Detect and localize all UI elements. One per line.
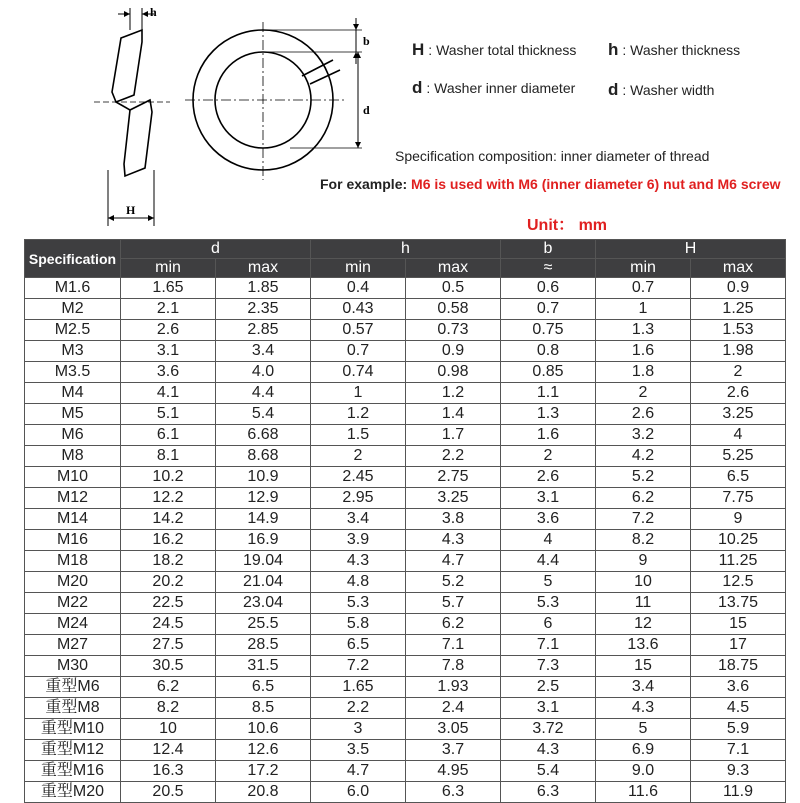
table-row (25, 677, 786, 698)
value-cell: 6.68 (216, 425, 311, 446)
dim-label-d: d (363, 103, 370, 117)
value-cell: 4.3 (596, 698, 691, 719)
spec-cell: 重型M16 (25, 761, 121, 782)
value-cell: 6.5 (311, 635, 406, 656)
value-cell: 10.9 (216, 467, 311, 488)
spec-cell: M10 (25, 467, 121, 488)
table-row (25, 656, 786, 677)
value-cell: 2.6 (691, 383, 786, 404)
legend-symbol: H (412, 40, 425, 59)
value-cell: 3.4 (216, 341, 311, 362)
example-note: For example: M6 is used with M6 (inner diameter 6) nut and M6 screw (320, 176, 781, 192)
value-cell: 8.68 (216, 446, 311, 467)
value-cell: 5.3 (501, 593, 596, 614)
header-group-H: H (596, 240, 786, 259)
value-cell: 5 (596, 719, 691, 740)
value-cell: 3.1 (121, 341, 216, 362)
value-cell: 8.1 (121, 446, 216, 467)
table-row (25, 467, 786, 488)
value-cell: 2.35 (216, 299, 311, 320)
value-cell: 3.72 (501, 719, 596, 740)
value-cell: 9.0 (596, 761, 691, 782)
legend-text: Washer width (630, 82, 715, 98)
value-cell: 2 (501, 446, 596, 467)
value-cell: 3.25 (691, 404, 786, 425)
value-cell: 11 (596, 593, 691, 614)
value-cell: 12 (596, 614, 691, 635)
spec-table (24, 239, 786, 803)
value-cell: 4.1 (121, 383, 216, 404)
value-cell: 0.57 (311, 320, 406, 341)
table-row (25, 593, 786, 614)
spec-cell: M6 (25, 425, 121, 446)
value-cell: 1.65 (121, 278, 216, 299)
header-group-d: d (121, 240, 311, 259)
spec-cell: M12 (25, 488, 121, 509)
value-cell: 5.4 (216, 404, 311, 425)
subheader: max (691, 259, 786, 278)
value-cell: 0.58 (406, 299, 501, 320)
value-cell: 4 (691, 425, 786, 446)
table-row (25, 425, 786, 446)
spec-cell: M16 (25, 530, 121, 551)
table-row (25, 446, 786, 467)
value-cell: 1.1 (501, 383, 596, 404)
value-cell: 12.2 (121, 488, 216, 509)
value-cell: 16.9 (216, 530, 311, 551)
value-cell: 4.2 (596, 446, 691, 467)
value-cell: 15 (691, 614, 786, 635)
value-cell: 10.25 (691, 530, 786, 551)
subheader: min (311, 259, 406, 278)
value-cell: 7.2 (596, 509, 691, 530)
value-cell: 7.3 (501, 656, 596, 677)
spec-cell: M24 (25, 614, 121, 635)
value-cell: 25.5 (216, 614, 311, 635)
value-cell: 20.2 (121, 572, 216, 593)
value-cell: 27.5 (121, 635, 216, 656)
spec-cell: 重型M10 (25, 719, 121, 740)
value-cell: 11.6 (596, 782, 691, 803)
value-cell: 18.75 (691, 656, 786, 677)
spec-cell: M1.6 (25, 278, 121, 299)
value-cell: 1.3 (501, 404, 596, 425)
value-cell: 19.04 (216, 551, 311, 572)
value-cell: 6.0 (311, 782, 406, 803)
value-cell: 4.3 (406, 530, 501, 551)
value-cell: 5.3 (311, 593, 406, 614)
value-cell: 13.6 (596, 635, 691, 656)
table-row (25, 719, 786, 740)
header-specification: Specification (25, 240, 121, 278)
value-cell: 1.93 (406, 677, 501, 698)
value-cell: 0.74 (311, 362, 406, 383)
value-cell: 6.3 (406, 782, 501, 803)
value-cell: 7.1 (406, 635, 501, 656)
value-cell: 17 (691, 635, 786, 656)
value-cell: 3.4 (596, 677, 691, 698)
value-cell: 5.9 (691, 719, 786, 740)
value-cell: 20.8 (216, 782, 311, 803)
value-cell: 4 (501, 530, 596, 551)
value-cell: 3.6 (501, 509, 596, 530)
table-row (25, 299, 786, 320)
value-cell: 4.4 (501, 551, 596, 572)
value-cell: 0.6 (501, 278, 596, 299)
value-cell: 0.7 (596, 278, 691, 299)
table-row (25, 362, 786, 383)
value-cell: 5.7 (406, 593, 501, 614)
legend-text: Washer inner diameter (434, 80, 576, 96)
value-cell: 1.8 (596, 362, 691, 383)
value-cell: 1.3 (596, 320, 691, 341)
value-cell: 1.25 (691, 299, 786, 320)
value-cell: 2.1 (121, 299, 216, 320)
value-cell: 9 (596, 551, 691, 572)
washer-diagram (90, 0, 410, 235)
value-cell: 0.9 (691, 278, 786, 299)
legend-total-thickness: H : Washer total thickness (412, 40, 577, 59)
value-cell: 24.5 (121, 614, 216, 635)
table-row (25, 509, 786, 530)
value-cell: 0.4 (311, 278, 406, 299)
value-cell: 0.9 (406, 341, 501, 362)
value-cell: 2.6 (596, 404, 691, 425)
value-cell: 12.9 (216, 488, 311, 509)
value-cell: 15 (596, 656, 691, 677)
value-cell: 5.4 (501, 761, 596, 782)
value-cell: 1 (596, 299, 691, 320)
value-cell: 11.9 (691, 782, 786, 803)
subheader: min (121, 259, 216, 278)
spec-cell: M3 (25, 341, 121, 362)
value-cell: 1.6 (501, 425, 596, 446)
dim-label-H: H (126, 203, 136, 217)
value-cell: 1.85 (216, 278, 311, 299)
value-cell: 2.2 (311, 698, 406, 719)
value-cell: 0.98 (406, 362, 501, 383)
value-cell: 0.7 (311, 341, 406, 362)
value-cell: 0.5 (406, 278, 501, 299)
spec-cell: M27 (25, 635, 121, 656)
value-cell: 8.5 (216, 698, 311, 719)
value-cell: 17.2 (216, 761, 311, 782)
side-view-lower (124, 100, 152, 176)
value-cell: 21.04 (216, 572, 311, 593)
legend-washer-thickness: h : Washer thickness (608, 40, 741, 59)
value-cell: 2 (691, 362, 786, 383)
value-cell: 7.1 (501, 635, 596, 656)
value-cell: 5.25 (691, 446, 786, 467)
spec-cell: 重型M12 (25, 740, 121, 761)
header-group-h: h (311, 240, 501, 259)
value-cell: 4.7 (311, 761, 406, 782)
value-cell: 2 (596, 383, 691, 404)
table-row (25, 341, 786, 362)
spec-cell: M2 (25, 299, 121, 320)
side-view-split (116, 102, 130, 110)
value-cell: 9 (691, 509, 786, 530)
value-cell: 3.6 (121, 362, 216, 383)
spec-cell: M2.5 (25, 320, 121, 341)
value-cell: 1 (311, 383, 406, 404)
table-row (25, 530, 786, 551)
legend-inner-diameter: d : Washer inner diameter (412, 78, 576, 97)
value-cell: 3.1 (501, 488, 596, 509)
value-cell: 2.85 (216, 320, 311, 341)
value-cell: 16.2 (121, 530, 216, 551)
value-cell: 10 (596, 572, 691, 593)
value-cell: 7.1 (691, 740, 786, 761)
value-cell: 3.1 (501, 698, 596, 719)
table-body (25, 278, 786, 803)
value-cell: 12.4 (121, 740, 216, 761)
table-row (25, 635, 786, 656)
value-cell: 8.2 (596, 530, 691, 551)
value-cell: 3.4 (311, 509, 406, 530)
spec-cell: M5 (25, 404, 121, 425)
value-cell: 3.8 (406, 509, 501, 530)
value-cell: 3.7 (406, 740, 501, 761)
legend-symbol: d (412, 78, 423, 97)
value-cell: 0.7 (501, 299, 596, 320)
value-cell: 1.98 (691, 341, 786, 362)
value-cell: 0.75 (501, 320, 596, 341)
value-cell: 2.6 (501, 467, 596, 488)
value-cell: 7.2 (311, 656, 406, 677)
table-row (25, 761, 786, 782)
value-cell: 7.8 (406, 656, 501, 677)
value-cell: 23.04 (216, 593, 311, 614)
value-cell: 3 (311, 719, 406, 740)
subheader: max (216, 259, 311, 278)
value-cell: 22.5 (121, 593, 216, 614)
subheader: min (596, 259, 691, 278)
spec-cell: M18 (25, 551, 121, 572)
value-cell: 4.95 (406, 761, 501, 782)
legend-text: Washer total thickness (436, 42, 577, 58)
value-cell: 6.2 (121, 677, 216, 698)
value-cell: 18.2 (121, 551, 216, 572)
value-cell: 4.0 (216, 362, 311, 383)
value-cell: 1.2 (406, 383, 501, 404)
subheader: ≈ (501, 259, 596, 278)
value-cell: 2.75 (406, 467, 501, 488)
value-cell: 3.9 (311, 530, 406, 551)
table-row (25, 551, 786, 572)
value-cell: 1.5 (311, 425, 406, 446)
value-cell: 1.65 (311, 677, 406, 698)
value-cell: 6 (501, 614, 596, 635)
value-cell: 0.8 (501, 341, 596, 362)
table-row (25, 740, 786, 761)
value-cell: 6.5 (216, 677, 311, 698)
value-cell: 6.1 (121, 425, 216, 446)
spec-cell: M8 (25, 446, 121, 467)
legend-washer-width: d : Washer width (608, 80, 715, 99)
legend-symbol: h (608, 40, 619, 59)
value-cell: 11.25 (691, 551, 786, 572)
unit-label: Unit： mm (527, 217, 608, 234)
value-cell: 9.3 (691, 761, 786, 782)
value-cell: 6.9 (596, 740, 691, 761)
value-cell: 6.2 (406, 614, 501, 635)
table-row (25, 698, 786, 719)
side-view-upper (112, 30, 142, 102)
value-cell: 5 (501, 572, 596, 593)
value-cell: 2 (311, 446, 406, 467)
value-cell: 3.2 (596, 425, 691, 446)
value-cell: 8.2 (121, 698, 216, 719)
value-cell: 1.7 (406, 425, 501, 446)
value-cell: 2.2 (406, 446, 501, 467)
value-cell: 12.5 (691, 572, 786, 593)
value-cell: 2.45 (311, 467, 406, 488)
dim-label-b: b (363, 34, 370, 48)
value-cell: 4.8 (311, 572, 406, 593)
value-cell: 1.2 (311, 404, 406, 425)
value-cell: 6.3 (501, 782, 596, 803)
value-cell: 0.73 (406, 320, 501, 341)
value-cell: 3.5 (311, 740, 406, 761)
value-cell: 2.6 (121, 320, 216, 341)
value-cell: 5.1 (121, 404, 216, 425)
spec-cell: M14 (25, 509, 121, 530)
value-cell: 4.4 (216, 383, 311, 404)
spec-composition-note: Specification composition: inner diameter of thread (395, 148, 710, 164)
ring-split-gap (302, 60, 340, 84)
table-row (25, 614, 786, 635)
value-cell: 4.3 (311, 551, 406, 572)
value-cell: 4.3 (501, 740, 596, 761)
value-cell: 10 (121, 719, 216, 740)
spec-cell: 重型M20 (25, 782, 121, 803)
value-cell: 30.5 (121, 656, 216, 677)
value-cell: 14.9 (216, 509, 311, 530)
spec-cell: M20 (25, 572, 121, 593)
spec-cell: 重型M6 (25, 677, 121, 698)
value-cell: 4.7 (406, 551, 501, 572)
value-cell: 10.2 (121, 467, 216, 488)
value-cell: 2.95 (311, 488, 406, 509)
table-row (25, 383, 786, 404)
value-cell: 5.2 (406, 572, 501, 593)
value-cell: 20.5 (121, 782, 216, 803)
value-cell: 14.2 (121, 509, 216, 530)
value-cell: 1.6 (596, 341, 691, 362)
dim-label-h: h (150, 5, 157, 19)
spec-cell: M4 (25, 383, 121, 404)
value-cell: 2.5 (501, 677, 596, 698)
value-cell: 5.8 (311, 614, 406, 635)
value-cell: 10.6 (216, 719, 311, 740)
value-cell: 0.43 (311, 299, 406, 320)
table-row (25, 404, 786, 425)
value-cell: 4.5 (691, 698, 786, 719)
value-cell: 6.2 (596, 488, 691, 509)
value-cell: 3.6 (691, 677, 786, 698)
table-row (25, 320, 786, 341)
value-cell: 3.05 (406, 719, 501, 740)
spec-cell: M30 (25, 656, 121, 677)
value-cell: 12.6 (216, 740, 311, 761)
spec-cell: 重型M8 (25, 698, 121, 719)
table-row (25, 572, 786, 593)
table-row (25, 488, 786, 509)
value-cell: 31.5 (216, 656, 311, 677)
value-cell: 0.85 (501, 362, 596, 383)
subheader: max (406, 259, 501, 278)
value-cell: 5.2 (596, 467, 691, 488)
value-cell: 3.25 (406, 488, 501, 509)
legend-text: Washer thickness (630, 42, 741, 58)
value-cell: 13.75 (691, 593, 786, 614)
value-cell: 6.5 (691, 467, 786, 488)
spec-cell: M22 (25, 593, 121, 614)
value-cell: 1.53 (691, 320, 786, 341)
value-cell: 1.4 (406, 404, 501, 425)
legend-symbol: d (608, 80, 619, 99)
table-row (25, 278, 786, 299)
spec-cell: M3.5 (25, 362, 121, 383)
table-row (25, 782, 786, 803)
value-cell: 2.4 (406, 698, 501, 719)
header-group-b: b (501, 240, 596, 259)
value-cell: 16.3 (121, 761, 216, 782)
value-cell: 28.5 (216, 635, 311, 656)
value-cell: 7.75 (691, 488, 786, 509)
